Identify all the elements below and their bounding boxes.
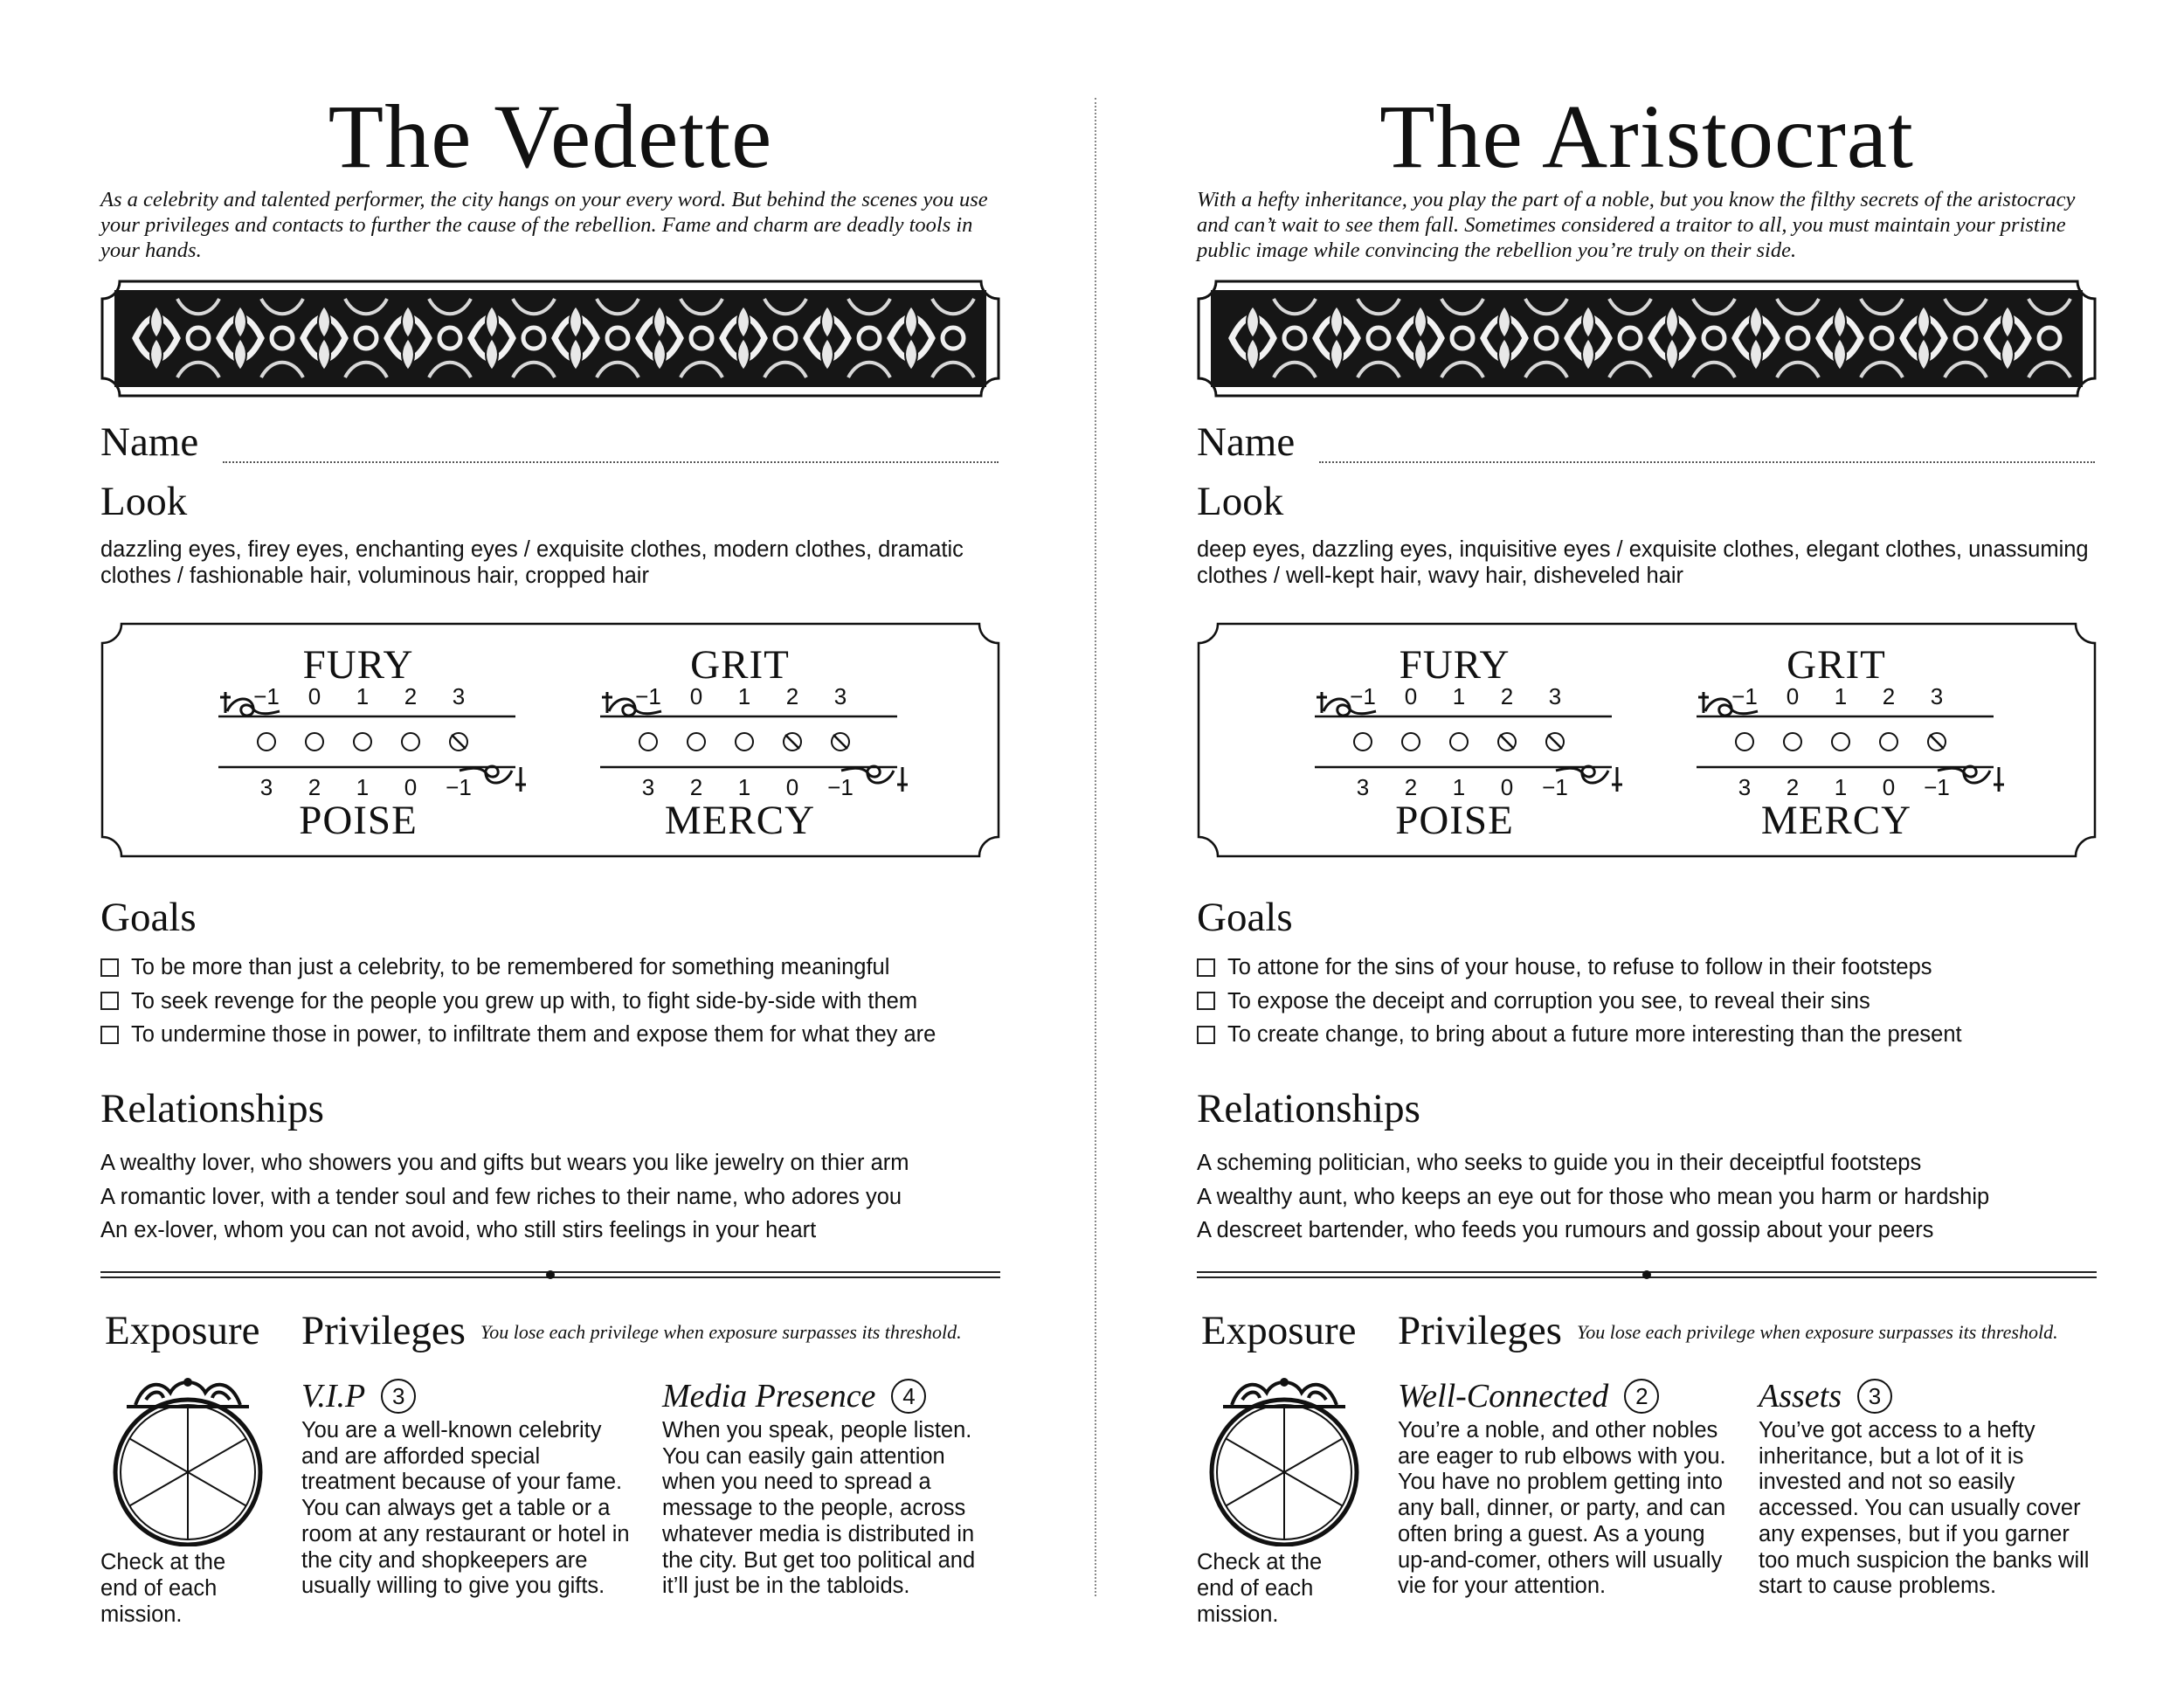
goal-text: To seek revenge for the people you grew up with, to fight side-by-side with them xyxy=(131,988,918,1013)
scale-number: 2 xyxy=(404,683,418,709)
wheel-segment-line xyxy=(1284,1472,1343,1506)
scale-number: 3 xyxy=(452,683,466,709)
goal-text: To expose the deceipt and corruption you see, to reveal their sins xyxy=(1227,988,1870,1013)
goals-label: Goals xyxy=(1197,895,1293,940)
privilege-description: You’ve got access to a hefty inheritance, but a lot of it is invested and not so easily accessed. You can usually cover any expenses, but if you garner too much suspicion the banks will start to cause problems. xyxy=(1759,1418,2090,1599)
goal-checkbox[interactable] xyxy=(1197,1026,1215,1044)
privilege-name: Assets xyxy=(1759,1378,1842,1415)
goals-label: Goals xyxy=(100,895,197,940)
section-divider xyxy=(1197,1269,2097,1281)
scale-number: −1 xyxy=(1924,774,1950,800)
flourish-left-icon xyxy=(602,692,661,716)
name-field[interactable] xyxy=(223,461,999,463)
relationships-label: Relationships xyxy=(1197,1086,1420,1131)
stat-circle xyxy=(1880,733,1897,751)
exposure-label: Exposure xyxy=(1201,1308,1357,1353)
scale-number: −1 xyxy=(1542,774,1568,800)
goal-item xyxy=(1197,1018,2097,1052)
wheel-art xyxy=(109,1372,266,1546)
scale-number: 2 xyxy=(1404,774,1418,800)
stat-fury-poise xyxy=(218,631,533,849)
relationships-list xyxy=(1197,1146,2097,1248)
goal-item xyxy=(100,1018,1000,1052)
relationship-item: A wealthy lover, who showers you and gifts but wears you like jewelry on thier arm xyxy=(100,1151,909,1175)
stat-fury-label: FURY xyxy=(1399,642,1510,688)
scale-number: 2 xyxy=(785,683,799,709)
relationship-item: A descreet bartender, who feeds you rumours and gossip about your peers xyxy=(1197,1218,1934,1242)
playbook-sheet-vedette xyxy=(100,0,1000,1688)
stat-circle xyxy=(1784,733,1801,751)
privilege-well-connected xyxy=(1398,1376,1730,1600)
stats-box xyxy=(1197,622,2097,858)
stat-circle xyxy=(736,733,753,751)
look-label: Look xyxy=(1197,479,1284,524)
stat-circle xyxy=(354,733,371,751)
stat-circle xyxy=(258,733,275,751)
scale-number: 1 xyxy=(1834,774,1848,800)
privilege-vip xyxy=(301,1376,633,1600)
privileges-note: You lose each privilege when exposure surpasses its threshold. xyxy=(480,1321,962,1343)
ornamental-banner xyxy=(1197,280,2097,398)
privilege-description: You are a well-known celebrity and are afforded special treatment because of your fame. You can always get a table or a room at any restaurant or hotel in the city and shopkeepers are usually willing to give you gifts. xyxy=(301,1418,630,1599)
privilege-media-presence xyxy=(662,1376,994,1600)
stat-fury-poise xyxy=(1315,631,1629,849)
privilege-name: Well-Connected xyxy=(1398,1378,1609,1415)
stat-grit-mercy xyxy=(600,631,915,849)
privilege-name: V.I.P xyxy=(301,1378,366,1415)
wheel-segment-line xyxy=(1226,1472,1284,1506)
flourish-right-icon xyxy=(1938,766,2004,792)
scale-number: −1 xyxy=(1350,683,1376,709)
stat-poise-label: POISE xyxy=(1395,798,1514,843)
privilege-description: When you speak, people listen. You can easily gain attention when you need to spread a message to the people, across whatever media is distributed in the city. But get too political and it’ll just be in the tabloids. xyxy=(662,1418,976,1599)
section-divider xyxy=(100,1269,1000,1281)
goals-list xyxy=(100,951,1000,1052)
name-label: Name xyxy=(100,419,199,465)
wheel-segment-line xyxy=(188,1472,246,1506)
stats-box xyxy=(100,622,1000,858)
rule-dot xyxy=(546,1270,555,1279)
banner-art xyxy=(100,280,1000,398)
flourish-left-icon xyxy=(220,692,280,716)
page-divider xyxy=(1095,98,1096,1596)
relationships-list xyxy=(100,1146,1000,1248)
stat-mercy-label: MERCY xyxy=(1760,798,1912,843)
scale-number: 3 xyxy=(1930,683,1944,709)
goal-text: To undermine those in power, to infiltrate them and expose them for what they are xyxy=(131,1022,936,1047)
playbook-title: The Aristocrat xyxy=(1379,86,1914,187)
scale-number: 0 xyxy=(1882,774,1896,800)
scale-number: 2 xyxy=(1786,774,1800,800)
name-field[interactable] xyxy=(1319,461,2095,463)
stat-circle xyxy=(402,733,419,751)
scale-number: 1 xyxy=(737,774,751,800)
goal-item xyxy=(1197,985,2097,1019)
look-options: dazzling eyes, firey eyes, enchanting eyes / exquisite clothes, modern clothes, dramatic clothes / fashionable hair, voluminous hair, cropped hair xyxy=(100,537,964,588)
wheel-segment-line xyxy=(129,1439,188,1473)
ornamental-banner xyxy=(100,280,1000,398)
scale-number: 0 xyxy=(785,774,799,800)
banner-art xyxy=(1197,280,2097,398)
stat-track xyxy=(1315,687,1629,797)
scale-number: 0 xyxy=(1500,774,1514,800)
scale-number: 3 xyxy=(1356,774,1370,800)
privilege-threshold: 3 xyxy=(381,1379,416,1414)
goal-text: To be more than just a celebrity, to be remembered for something meaningful xyxy=(131,955,890,979)
scale-number: −1 xyxy=(446,774,472,800)
name-label: Name xyxy=(1197,419,1296,465)
exposure-label: Exposure xyxy=(105,1308,260,1353)
scale-number: 1 xyxy=(356,683,370,709)
stat-grit-label: GRIT xyxy=(1787,642,1886,688)
privileges-label: Privileges xyxy=(301,1308,466,1353)
wheel-segment-line xyxy=(188,1439,246,1473)
stat-grit-mercy xyxy=(1697,631,2011,849)
scale-number: 0 xyxy=(689,683,703,709)
scale-number: 1 xyxy=(1834,683,1848,709)
relationship-item: An ex-lover, whom you can not avoid, who still stirs feelings in your heart xyxy=(100,1218,817,1242)
wheel-art xyxy=(1206,1372,1363,1546)
scale-number: −1 xyxy=(253,683,280,709)
goal-checkbox[interactable] xyxy=(100,1026,119,1044)
flourish-right-icon xyxy=(841,766,908,792)
stat-mercy-label: MERCY xyxy=(664,798,816,843)
goals-list xyxy=(1197,951,2097,1052)
stat-circle xyxy=(1354,733,1372,751)
rule-art xyxy=(1197,1269,2097,1281)
scale-number: −1 xyxy=(827,774,854,800)
goal-checkbox[interactable] xyxy=(1197,958,1215,977)
look-label: Look xyxy=(100,479,188,524)
relationship-item: A romantic lover, with a tender soul and few riches to their name, who adores you xyxy=(100,1184,902,1209)
privileges-label: Privileges xyxy=(1398,1308,1562,1353)
stat-circle xyxy=(1832,733,1849,751)
goal-item xyxy=(100,951,1000,985)
exposure-note: Check at the end of each mission. xyxy=(100,1550,226,1627)
scale-number: 3 xyxy=(1548,683,1562,709)
exposure-note: Check at the end of each mission. xyxy=(1197,1550,1323,1627)
rule-dot xyxy=(1642,1270,1651,1279)
stat-circle xyxy=(639,733,657,751)
scale-number: 0 xyxy=(1786,683,1800,709)
goal-checkbox[interactable] xyxy=(1197,992,1215,1010)
privilege-threshold: 4 xyxy=(891,1379,926,1414)
privilege-threshold: 3 xyxy=(1857,1379,1892,1414)
scale-number: 1 xyxy=(737,683,751,709)
stat-circle xyxy=(306,733,323,751)
playbook-intro: With a hefty inheritance, you play the part of a noble, but you know the filthy secrets of the aristocracy and can’t wait to see them fall. Sometimes considered a traitor to all, you must maintain your pristine public image while convincing the rebellion you’re truly on their side. xyxy=(1197,188,2076,262)
stat-circle xyxy=(1450,733,1468,751)
flourish-right-icon xyxy=(1556,766,1622,792)
scale-number: 1 xyxy=(1452,774,1466,800)
privilege-name: Media Presence xyxy=(662,1378,876,1415)
relationships-label: Relationships xyxy=(100,1086,324,1131)
privilege-description: You’re a noble, and other nobles are eager to rub elbows with you. You have no problem getting into any ball, dinner, or party, and can often bring a guest. As a young up-and-comer, others will usually vie for your attention. xyxy=(1398,1418,1726,1599)
scale-number: 1 xyxy=(356,774,370,800)
scale-number: 3 xyxy=(259,774,273,800)
goal-item xyxy=(1197,951,2097,985)
scale-number: 2 xyxy=(689,774,703,800)
stat-circle xyxy=(1402,733,1420,751)
exposure-wheel[interactable] xyxy=(109,1372,266,1546)
scale-number: 0 xyxy=(1404,683,1418,709)
stat-circle xyxy=(1736,733,1753,751)
stat-track xyxy=(600,687,915,797)
wheel-segment-line xyxy=(129,1472,188,1506)
stat-fury-label: FURY xyxy=(302,642,414,688)
scale-number: 3 xyxy=(833,683,847,709)
wheel-segment-line xyxy=(1226,1439,1284,1473)
crown-gem-icon xyxy=(1280,1378,1289,1387)
flourish-left-icon xyxy=(1698,692,1758,716)
scale-number: 2 xyxy=(1882,683,1896,709)
flourish-left-icon xyxy=(1317,692,1376,716)
wheel-segment-line xyxy=(1284,1439,1343,1473)
scale-number: 2 xyxy=(308,774,321,800)
stat-track xyxy=(218,687,533,797)
goal-item xyxy=(100,985,1000,1019)
scale-number: 2 xyxy=(1500,683,1514,709)
flourish-right-icon xyxy=(460,766,526,792)
playbook-intro: As a celebrity and talented performer, the city hangs on your every word. But behind the scenes you use your privileges and contacts to further the cause of the rebellion. Fame and charm are deadly tools in your hands. xyxy=(100,188,988,262)
rule-art xyxy=(100,1269,1000,1281)
stat-circle xyxy=(688,733,705,751)
crown-gem-icon xyxy=(183,1378,192,1387)
scale-number: 1 xyxy=(1452,683,1466,709)
stat-poise-label: POISE xyxy=(299,798,418,843)
privilege-threshold: 2 xyxy=(1624,1379,1659,1414)
goal-text: To attone for the sins of your house, to refuse to follow in their footsteps xyxy=(1227,955,1932,979)
scale-number: 0 xyxy=(404,774,418,800)
privileges-note: You lose each privilege when exposure surpasses its threshold. xyxy=(1577,1321,2058,1343)
relationship-item: A scheming politician, who seeks to guide you in their deceiptful footsteps xyxy=(1197,1151,1922,1175)
scale-number: 0 xyxy=(308,683,321,709)
goal-text: To create change, to bring about a future more interesting than the present xyxy=(1227,1022,1962,1047)
scale-number: −1 xyxy=(635,683,661,709)
privilege-assets xyxy=(1759,1376,2091,1600)
scale-number: 3 xyxy=(1738,774,1752,800)
goal-checkbox[interactable] xyxy=(100,958,119,977)
stat-grit-label: GRIT xyxy=(690,642,790,688)
exposure-wheel[interactable] xyxy=(1206,1372,1363,1546)
scale-number: 3 xyxy=(641,774,655,800)
look-options: deep eyes, dazzling eyes, inquisitive eyes / exquisite clothes, elegant clothes, unassuming clothes / well-kept hair, wavy hair, disheveled hair xyxy=(1197,537,2089,588)
playbook-title: The Vedette xyxy=(328,86,773,187)
stat-track xyxy=(1697,687,2011,797)
goal-checkbox[interactable] xyxy=(100,992,119,1010)
playbook-sheet-aristocrat xyxy=(1197,0,2097,1688)
relationship-item: A wealthy aunt, who keeps an eye out for those who mean you harm or hardship xyxy=(1197,1184,1990,1209)
scale-number: −1 xyxy=(1731,683,1758,709)
